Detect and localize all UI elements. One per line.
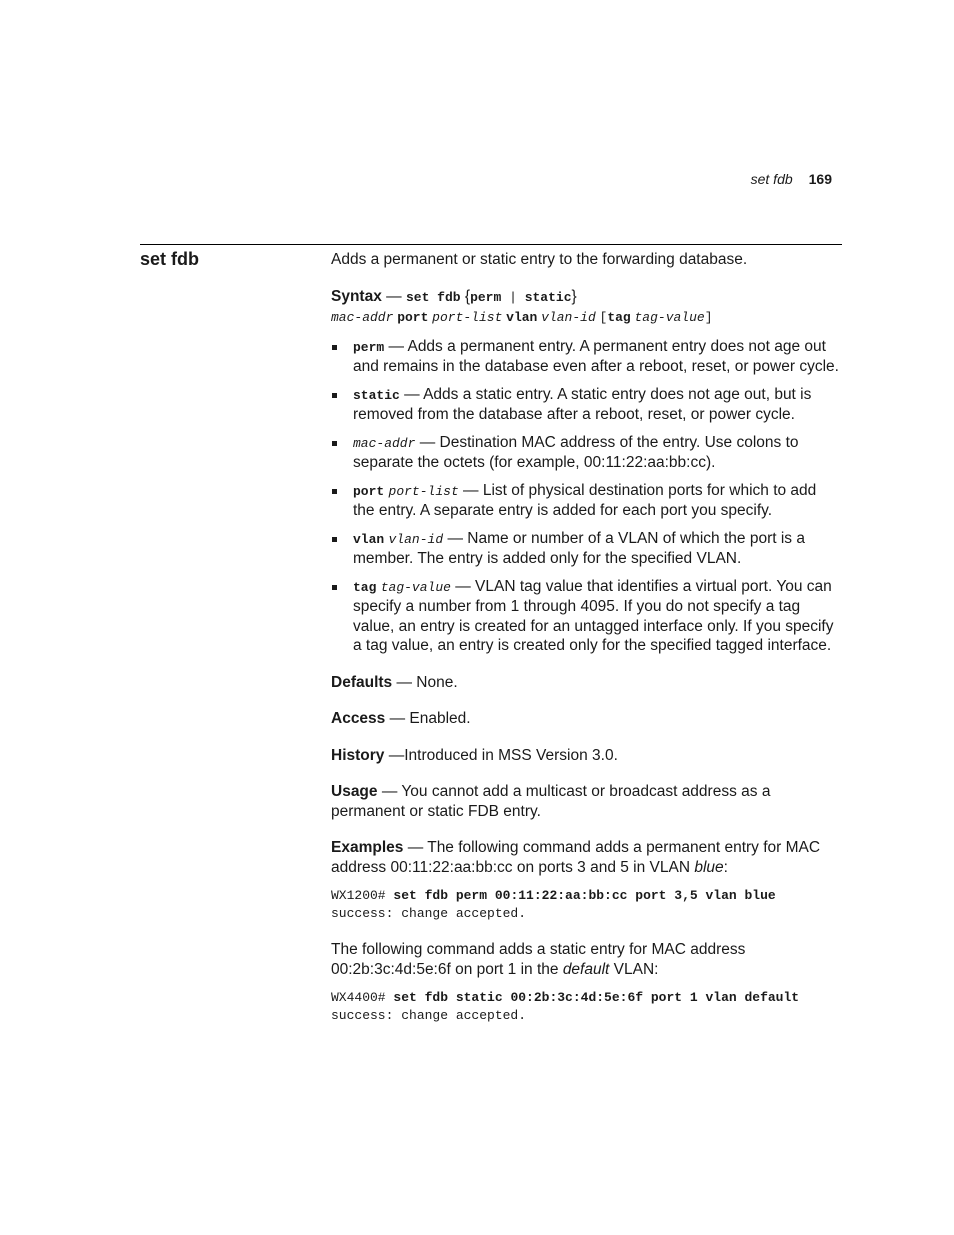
examples-paragraph: [331, 838, 842, 877]
option-argument: tag-value: [380, 579, 451, 595]
option-argument: vlan-id: [388, 531, 444, 547]
syntax-arg-tagvalue: tag-value: [634, 310, 705, 325]
bullet-icon: [332, 537, 337, 542]
defaults-label: Defaults: [331, 673, 393, 691]
running-header-section: set fdb: [750, 171, 793, 187]
example-2-output: success: change accepted.: [331, 1008, 527, 1023]
command-heading: set fdb: [140, 249, 200, 269]
access-label: Access: [331, 710, 386, 727]
option-item-perm: [331, 337, 842, 377]
example-1-output: success: change accepted.: [331, 906, 527, 921]
option-item-vlan: [331, 529, 842, 569]
option-keyword: vlan: [353, 531, 385, 547]
history-paragraph: [331, 746, 842, 766]
defaults-text: — None.: [392, 673, 458, 691]
syntax-arg-mac: mac-addr: [331, 310, 394, 325]
second-example-text-end: VLAN:: [609, 960, 659, 978]
bullet-icon: [332, 393, 337, 398]
option-argument: mac-addr: [353, 435, 416, 451]
defaults-paragraph: [331, 673, 842, 693]
option-keyword: tag: [353, 579, 377, 595]
bullet-icon: [332, 585, 337, 590]
syntax-line-2: [331, 307, 842, 328]
option-description: — Name or number of a VLAN of which the port is a member. The entry is added only for the specified VLAN.: [353, 529, 805, 567]
example-1-code: [331, 887, 842, 923]
syntax-opt-static: static: [524, 289, 572, 305]
history-label: History: [331, 746, 385, 764]
option-item-port: [331, 481, 842, 521]
syntax-line-1: [331, 287, 842, 308]
option-item-mac-addr: [331, 433, 842, 473]
syntax-label: Syntax: [331, 287, 382, 305]
examples-vlan-name: blue: [694, 858, 724, 876]
example-1-prompt: WX1200#: [331, 888, 394, 903]
option-keyword: perm: [353, 339, 385, 355]
usage-label: Usage: [331, 783, 378, 800]
examples-label: Examples: [331, 839, 404, 856]
syntax-arg-portlist: port-list: [432, 310, 503, 325]
bullet-icon: [332, 345, 337, 350]
example-2-prompt: WX4400#: [331, 990, 394, 1005]
usage-paragraph: [331, 782, 842, 821]
option-keyword: port: [353, 483, 385, 499]
page-number: 169: [808, 171, 832, 187]
access-paragraph: [331, 709, 842, 729]
option-description: — Adds a static entry. A static entry does not age out, but is removed from the database after a reboot, reset, or power cycle.: [353, 385, 812, 423]
example-2-command-line: [331, 989, 842, 1007]
syntax-opt-perm: perm: [470, 289, 502, 305]
syntax-kw-port: port: [397, 310, 429, 325]
second-example-vlan-name: default: [562, 960, 610, 978]
history-text: —Introduced in MSS Version 3.0.: [384, 746, 618, 764]
syntax-dash: —: [381, 287, 406, 305]
option-description: — Destination MAC address of the entry. Use colons to separate the octets (for example, 00:11:22:aa:bb:cc).: [353, 433, 799, 471]
syntax-bracket-close: ]: [704, 310, 713, 325]
syntax-brace-close: }: [571, 287, 577, 305]
command-description: Adds a permanent or static entry to the forwarding database.: [331, 251, 748, 268]
option-description: — VLAN tag value that identifies a virtual port. You can specify a number from 1 through 4095. If you do not specify a tag value, an entry is created for an untagged interface only. If you specify a tag value, an entry is created only for the specified tagged interface.: [353, 577, 834, 654]
option-item-static: [331, 385, 842, 425]
option-description: — Adds a permanent entry. A permanent entry does not age out and remains in the database even after a reboot, reset, or power cycle.: [353, 337, 839, 375]
syntax-bracket-open: [: [599, 310, 608, 325]
option-item-tag: [331, 577, 842, 656]
syntax-command: set fdb: [405, 289, 461, 305]
examples-text: — The following command adds a permanent entry for MAC address 00:11:22:aa:bb:cc on ports 3 and 5 in VLAN: [331, 839, 821, 876]
section-rule: [140, 244, 842, 245]
syntax-arg-vlanid: vlan-id: [541, 310, 596, 325]
syntax-separator: |: [501, 289, 525, 305]
examples-text-end: :: [723, 858, 728, 876]
access-text: — Enabled.: [385, 710, 471, 727]
second-example-text: The following command adds a static entry for MAC address 00:2b:3c:4d:5e:6f on port 1 in the: [331, 941, 746, 978]
running-header: [751, 171, 832, 187]
example-1-command-line: [331, 887, 842, 905]
bullet-icon: [332, 441, 337, 446]
command-body: [331, 250, 842, 1025]
syntax-kw-tag: tag: [607, 310, 631, 325]
bullet-icon: [332, 489, 337, 494]
second-example-intro: [331, 940, 842, 979]
syntax-kw-vlan: vlan: [506, 310, 538, 325]
option-list: [331, 337, 842, 656]
syntax-brace-open: {: [464, 287, 471, 305]
example-2-code: [331, 989, 842, 1025]
example-2-command: set fdb static 00:2b:3c:4d:5e:6f port 1 vlan default: [393, 990, 800, 1005]
option-keyword: static: [353, 387, 400, 403]
example-1-command: set fdb perm 00:11:22:aa:bb:cc port 3,5 vlan blue: [393, 888, 776, 903]
option-description: — List of physical destination ports for which to add the entry. A separate entry is added for each port you specify.: [353, 481, 817, 519]
option-argument: port-list: [388, 483, 459, 499]
usage-text: — You cannot add a multicast or broadcast address as a permanent or static FDB entry.: [331, 783, 771, 820]
